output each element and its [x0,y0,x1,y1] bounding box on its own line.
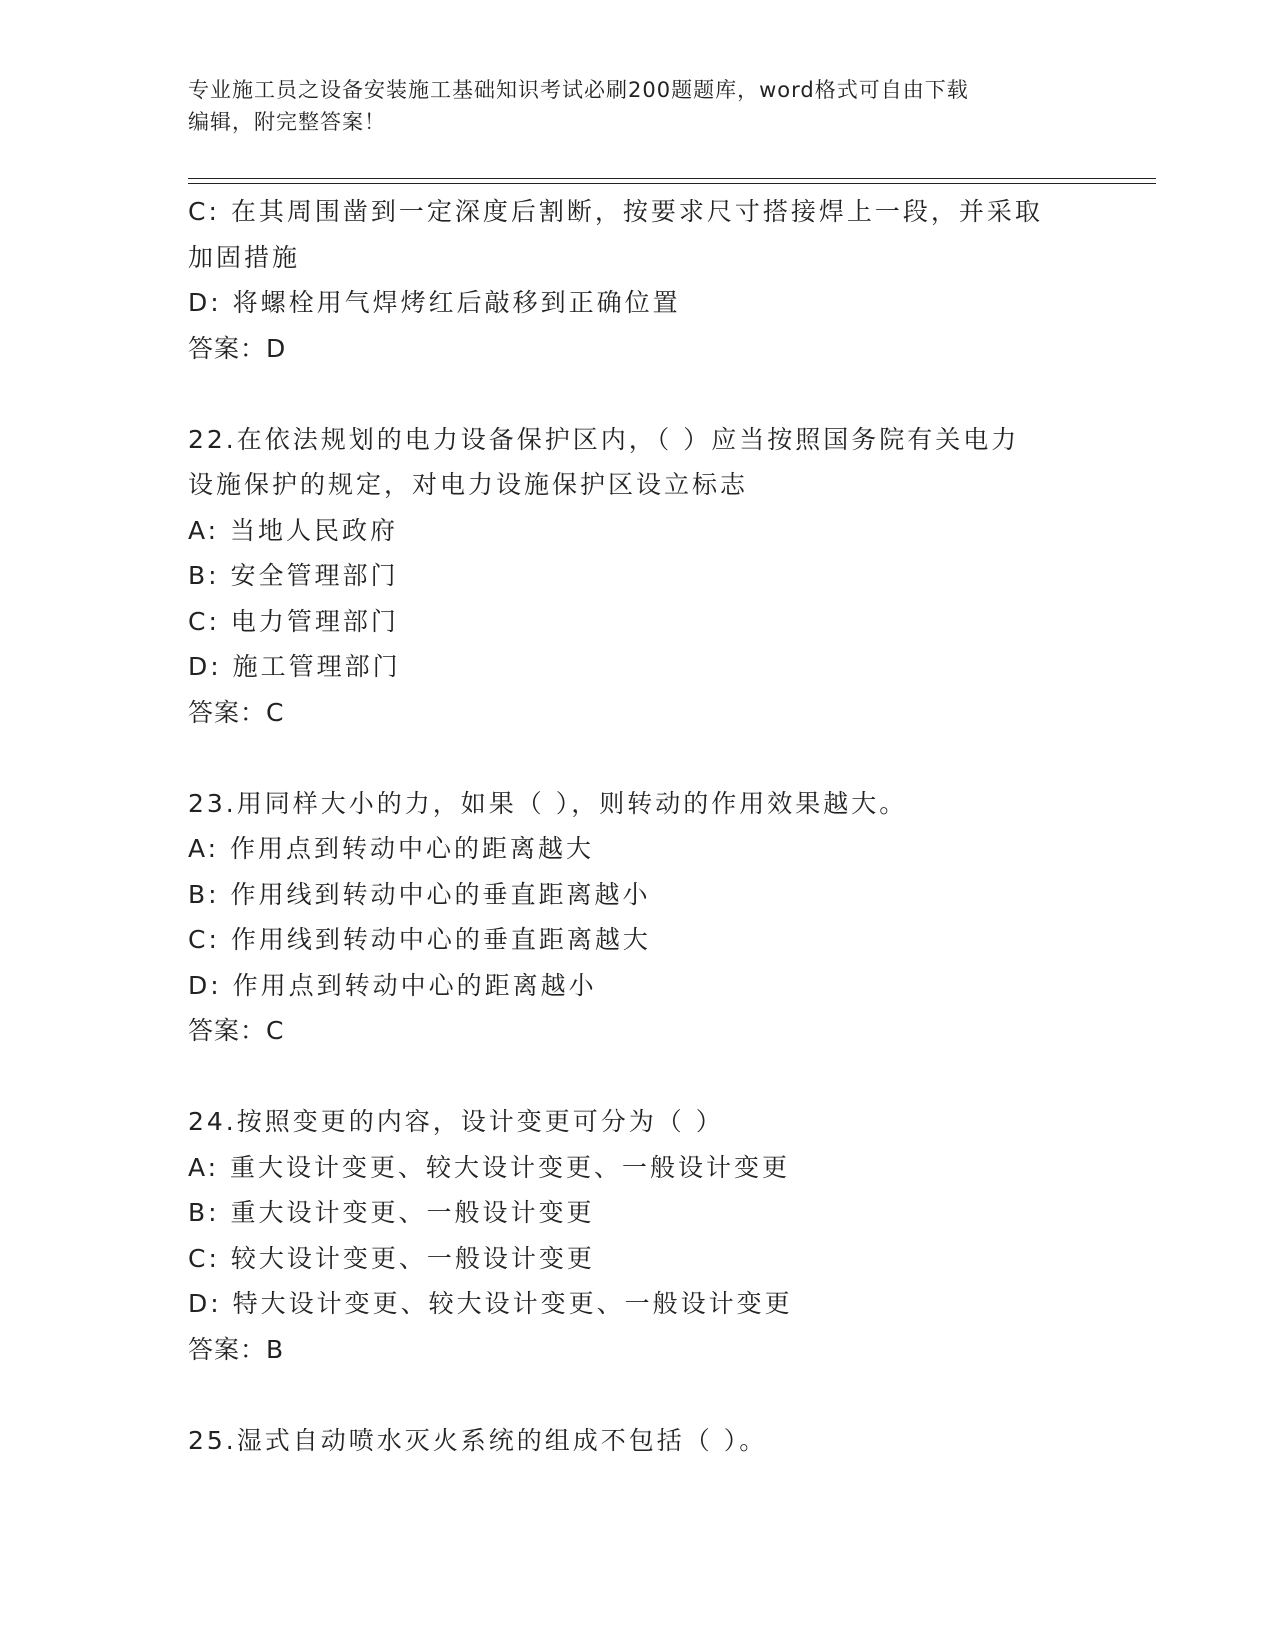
option-a: A: 当地人民政府 [188,515,399,545]
option-a: A: 重大设计变更、较大设计变更、一般设计变更 [188,1152,791,1182]
spacer [188,735,1088,781]
header-line-2: 编辑，附完整答案！ [188,110,386,134]
question-stem: 22.在依法规划的电力设备保护区内，（ ）应当按照国务院有关电力 [188,424,1020,454]
spacer [188,1054,1088,1100]
spacer [188,1372,1088,1418]
option-a: A: 作用点到转动中心的距离越大 [188,834,595,863]
answer: 答案：D [188,333,287,363]
option-d: D: 特大设计变更、较大设计变更、一般设计变更 [188,1289,793,1318]
option-d: D: 将螺栓用气焊烤红后敲移到正确位置 [188,288,681,317]
document-header [188,74,1068,138]
option-c: C: 电力管理部门 [188,606,399,636]
header-rule-bottom [188,183,1156,184]
answer: 答案：C [188,697,285,727]
spacer [188,371,1088,417]
header-rule-top [188,178,1156,179]
question-stem: 25.湿式自动喷水灭火系统的组成不包括（ ）。 [188,1425,768,1455]
option-d: D: 施工管理部门 [188,652,401,681]
question-list [188,189,1088,1463]
option-c: C: 较大设计变更、一般设计变更 [188,1243,595,1273]
header-line-1: 专业施工员之设备安装施工基础知识考试必刷200题题库，word格式可自由下载 [188,78,969,102]
option-c: C: 在其周围凿到一定深度后割断，按要求尺寸搭接焊上一段，并采取 [188,197,1043,226]
option-d: D: 作用点到转动中心的距离越小 [188,970,597,1000]
option-c: C: 作用线到转动中心的垂直距离越大 [188,925,651,954]
option-c-continued: 加固措施 [188,242,301,272]
option-b: B: 作用线到转动中心的垂直距离越小 [188,879,651,909]
option-b: B: 重大设计变更、一般设计变更 [188,1198,595,1227]
question-stem-continued: 设施保护的规定，对电力设施保护区设立标志 [188,470,749,499]
question-stem: 24.按照变更的内容，设计变更可分为（ ） [188,1107,724,1136]
answer: 答案：C [188,1016,285,1045]
option-b: B: 安全管理部门 [188,561,399,590]
answer: 答案：B [188,1334,285,1364]
question-stem: 23.用同样大小的力，如果（ ），则转动的作用效果越大。 [188,788,908,818]
